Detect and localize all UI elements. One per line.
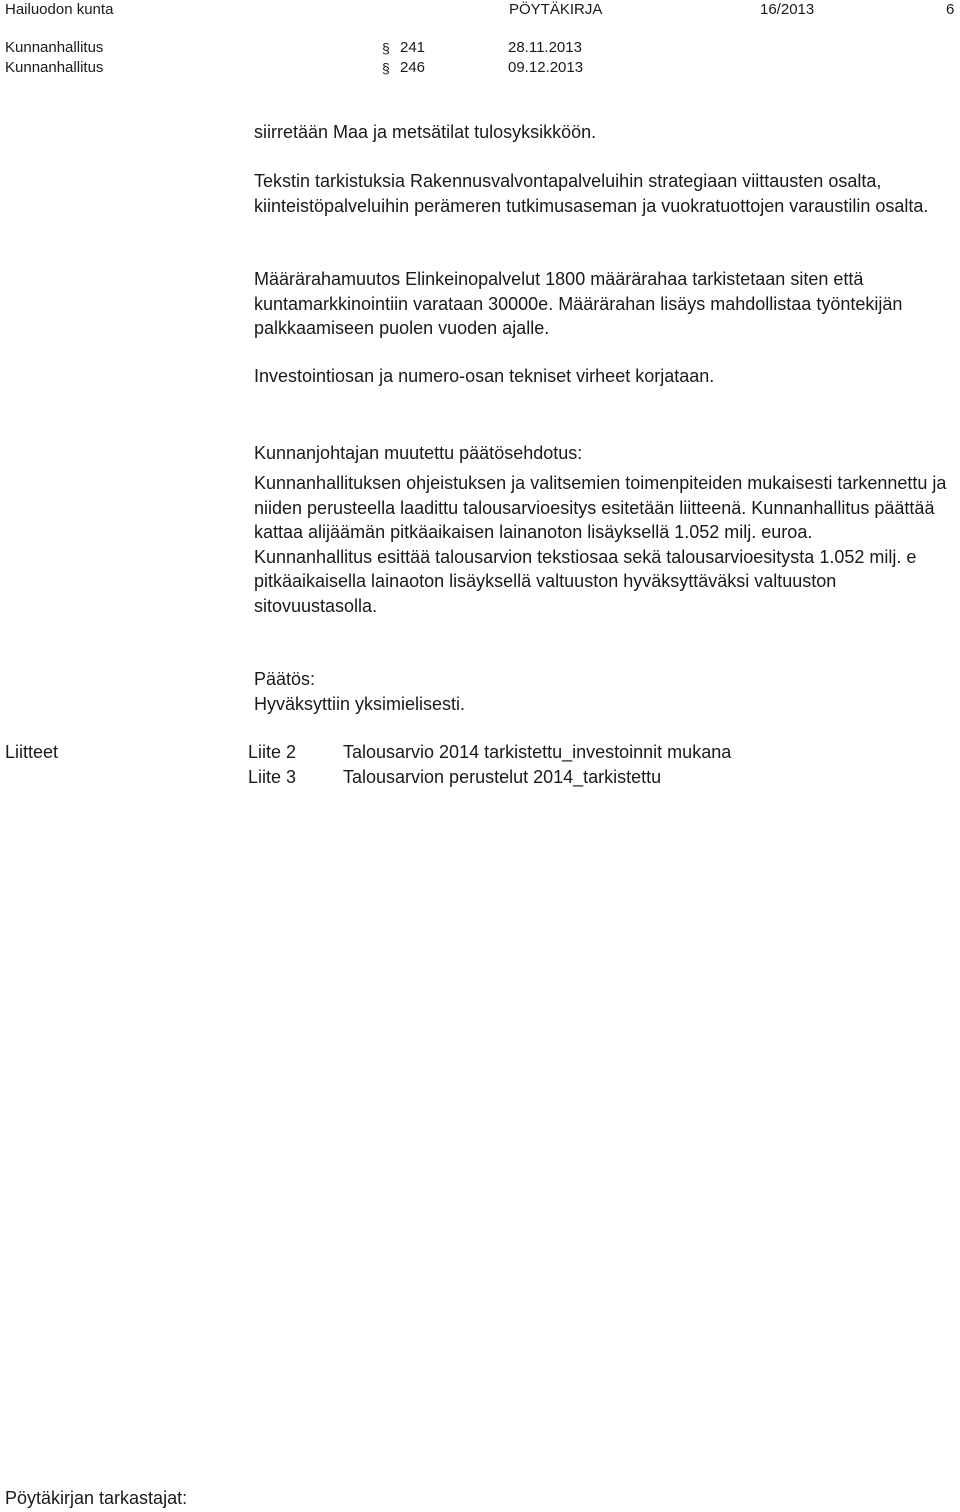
reference-section-number: 241 bbox=[400, 39, 426, 56]
organization-name: Hailuodon kunta bbox=[5, 1, 114, 18]
reference-date: 09.12.2013 bbox=[508, 59, 584, 76]
attachments-label: Liitteet bbox=[5, 742, 59, 762]
decision-block bbox=[254, 667, 954, 716]
section-symbol-icon: § bbox=[382, 60, 390, 76]
meeting-reference bbox=[5, 59, 655, 77]
decision-text: Hyväksyttiin yksimielisesti. bbox=[254, 693, 466, 714]
document-type: PÖYTÄKIRJA bbox=[509, 1, 603, 18]
attachment-code: Liite 3 bbox=[248, 766, 297, 787]
body-paragraph: Tekstin tarkistuksia Rakennusvalvontapalveluihin strategiaan viittausten osalta, kiinteistöpalveluihin perämeren tutkimusaseman ja vuokratuottojen varaustilin osalta. bbox=[254, 171, 929, 216]
reviewers-label: Pöytäkirjan tarkastajat: bbox=[5, 1488, 188, 1508]
section-symbol-icon: § bbox=[382, 40, 390, 56]
proposal-heading: Kunnanjohtajan muutettu päätösehdotus: bbox=[254, 443, 583, 463]
reference-date: 28.11.2013 bbox=[508, 39, 582, 56]
proposal-paragraph: Kunnanhallitus esittää talousarvion tekstiosaa sekä talousarvioesitysta 1.052 milj. e pitkäaikaisella lainaoton lisäyksellä valtuuston hyväksyttäväksi valtuuston sitovuustasolla. bbox=[254, 546, 917, 616]
document-number: 16/2013 bbox=[760, 1, 815, 18]
decision-label: Päätös: bbox=[254, 669, 316, 689]
attachment-title: Talousarvio 2014 tarkistettu_investoinnit mukana bbox=[343, 742, 732, 762]
attachment-code: Liite 2 bbox=[248, 742, 297, 762]
reference-body: Kunnanhallitus bbox=[5, 59, 104, 76]
body-paragraph: Investointiosan ja numero-osan tekniset virheet korjataan. bbox=[254, 366, 715, 386]
reference-body: Kunnanhallitus bbox=[5, 39, 104, 56]
attachment-title: Talousarvion perustelut 2014_tarkistettu bbox=[343, 766, 662, 787]
reference-section-number: 246 bbox=[400, 59, 426, 76]
proposal-paragraph: Kunnanhallituksen ohjeistuksen ja valitsemien toimenpiteiden mukaisesti tarkennettu ja niiden perusteella laadittu talousarvioesitys esitetään liitteenä. Kunnanhallitus päättää kattaa alijäämän pitkäaikaisen lainanoton lisäyksellä 1.052 milj. euroa. bbox=[254, 473, 947, 542]
body-paragraph: Määrärahamuutos Elinkeinopalvelut 1800 määrärahaa tarkistetaan siten että kuntamarkkinointiin varataan 30000e. Määrärahan lisäys mahdollistaa työntekijän palkkaamiseen puolen vuoden ajalle. bbox=[254, 269, 903, 338]
proposal-text bbox=[254, 471, 954, 618]
body-paragraph: siirretään Maa ja metsätilat tulosyksikköön. bbox=[254, 122, 597, 142]
page-number: 6 bbox=[946, 1, 955, 18]
meeting-reference bbox=[5, 39, 655, 57]
